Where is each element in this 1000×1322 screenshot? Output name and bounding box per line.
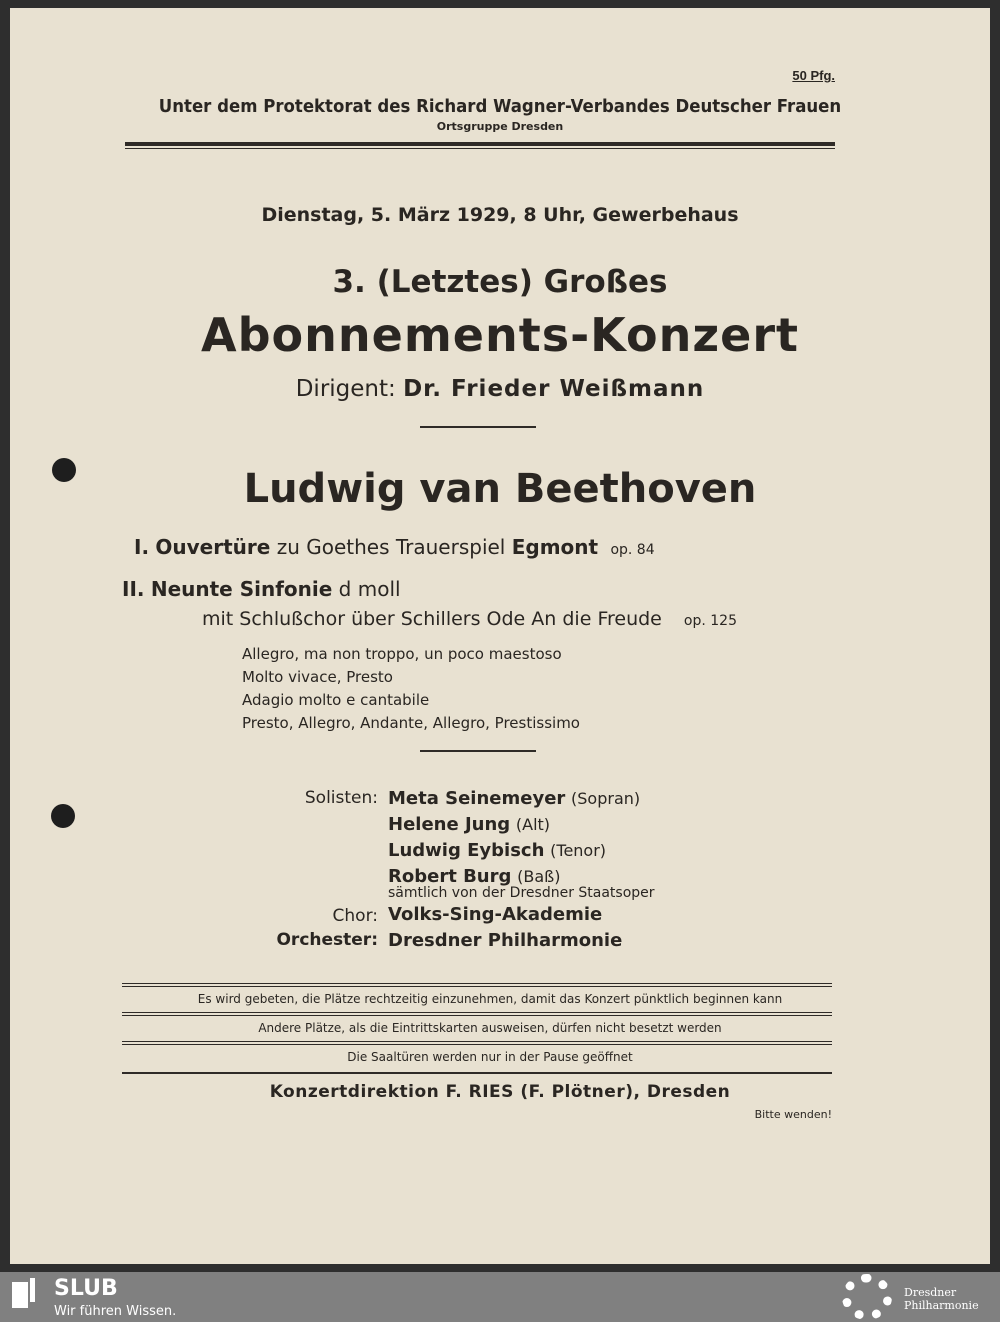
date-line: Dienstag, 5. März 1929, 8 Uhr, Gewerbehaus — [261, 204, 739, 226]
conductor-line — [10, 376, 990, 402]
opus: op. 125 — [683, 613, 737, 629]
work-key: d moll — [338, 577, 401, 601]
notice: Die Saaltüren werden nur in der Pause geöffnet — [347, 1050, 633, 1064]
management: Konzertdirektion F. RIES (F. Plötner), Dresden — [269, 1082, 731, 1102]
turn-over-note: Bitte wenden! — [754, 1108, 832, 1121]
slub-tagline: Wir führen Wissen. — [54, 1304, 177, 1319]
price: 50 Pfg. — [792, 68, 835, 83]
program-sheet — [10, 8, 990, 1264]
divider — [125, 142, 835, 146]
soloist: Helene Jung (Alt) — [388, 814, 551, 835]
slub-logo-icon — [12, 1278, 36, 1308]
soloist: Ludwig Eybisch (Tenor) — [388, 840, 607, 861]
program-item-1 — [134, 535, 655, 559]
local-group: Ortsgruppe Dresden — [436, 120, 564, 133]
opus: op. 84 — [610, 542, 655, 558]
choir: Volks-Sing-Akademie — [388, 904, 603, 925]
divider — [420, 750, 536, 752]
divider — [420, 426, 536, 428]
partner-name: Dresdner Philharmonie — [904, 1286, 979, 1312]
choir-label: Chor: — [332, 906, 378, 926]
movements-list — [242, 643, 742, 735]
soloists-note: sämtlich von der Dresdner Staatsoper — [388, 885, 655, 901]
notice: Andere Plätze, als die Eintrittskarten ausweisen, dürfen nicht besetzt werden — [258, 1021, 722, 1035]
item-number: II. — [122, 577, 145, 601]
movement: Allegro, ma non troppo, un poco maestoso — [242, 645, 562, 663]
work-title: Ouvertüre — [155, 535, 271, 559]
divider — [125, 148, 835, 149]
slub-name: SLUB — [54, 1276, 118, 1301]
notice: Es wird gebeten, die Plätze rechtzeitig einzunehmen, damit das Konzert pünktlich beginnen kann — [197, 992, 783, 1006]
work-text: zu Goethes Trauerspiel — [276, 535, 506, 559]
soloists-list — [388, 786, 640, 890]
conductor-label: Dirigent: — [295, 376, 396, 402]
program-item-2 — [122, 577, 401, 601]
movement: Adagio molto e cantabile — [242, 691, 430, 709]
soloists-label: Solisten: — [304, 788, 378, 808]
work-name: Egmont — [511, 535, 599, 559]
footer-bar — [0, 1272, 1000, 1322]
concert-subtitle: 3. (Letztes) Großes — [332, 264, 668, 300]
patron-line: Unter dem Protektorat des Richard Wagner-Verbandes Deutscher Frauen — [158, 96, 842, 117]
punch-hole — [51, 804, 75, 828]
philharmonie-logo-icon — [842, 1274, 892, 1320]
composer: Ludwig van Beethoven — [243, 466, 757, 512]
soloist: Meta Seinemeyer (Sopran) — [388, 788, 641, 809]
concert-title: Abonnements-Konzert — [201, 308, 799, 362]
conductor-name: Dr. Frieder Weißmann — [403, 376, 705, 402]
movement: Molto vivace, Presto — [242, 668, 393, 686]
movement: Presto, Allegro, Andante, Allegro, Prestissimo — [242, 714, 580, 732]
item-number: I. — [134, 535, 150, 559]
program-item-2-subtitle — [202, 608, 737, 630]
soloist: Robert Burg (Baß) — [388, 866, 561, 887]
work-title: Neunte Sinfonie — [150, 577, 333, 601]
orchestra-label: Orchester: — [276, 930, 378, 950]
orchestra: Dresdner Philharmonie — [388, 930, 623, 951]
work-text: mit Schlußchor über Schillers Ode An die Freude — [202, 608, 662, 630]
